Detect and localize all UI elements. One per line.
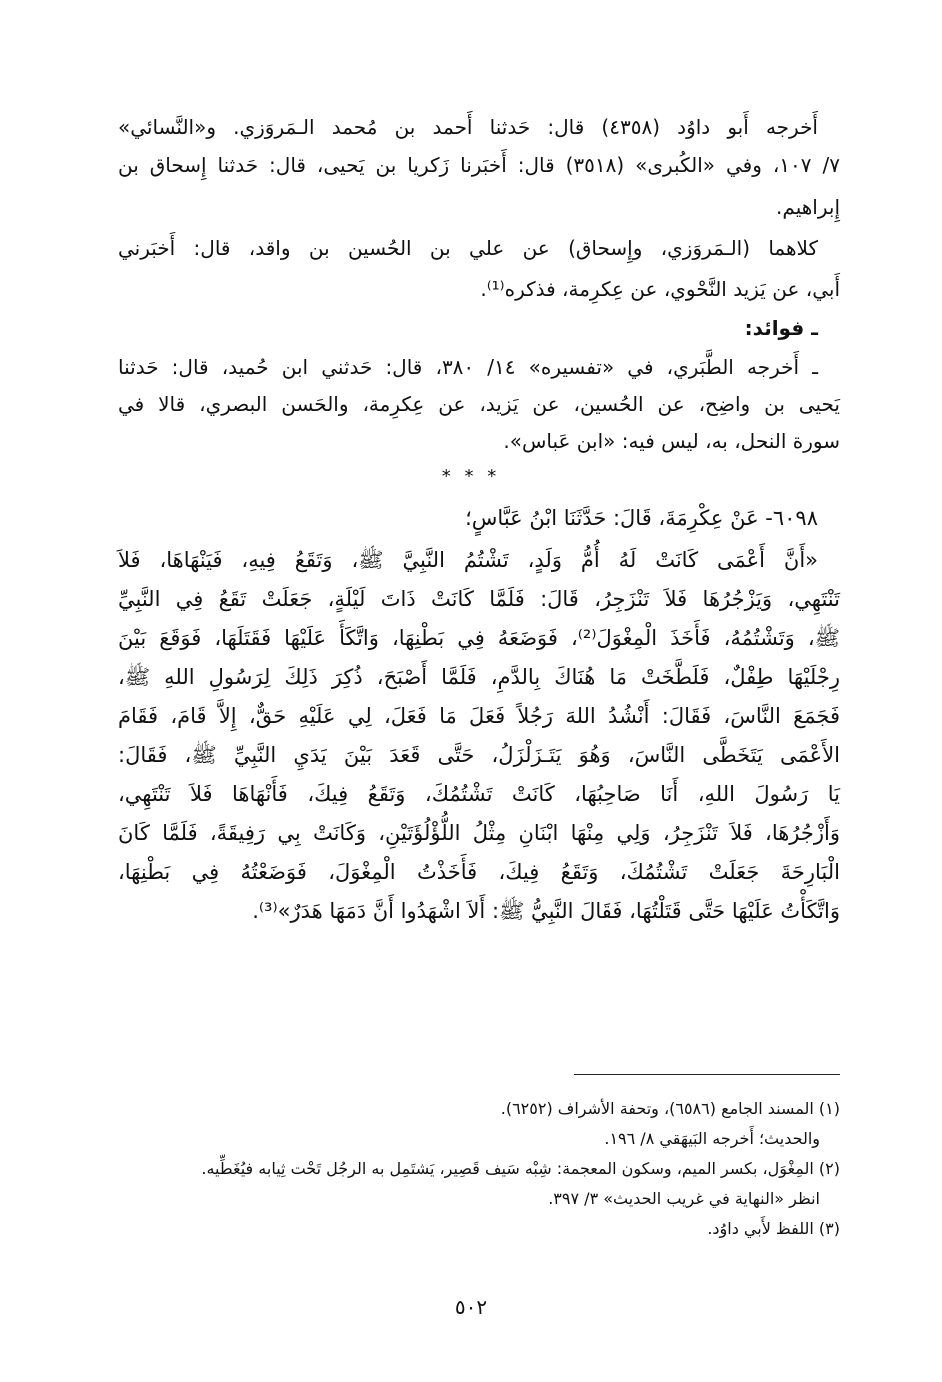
hadith-line: الْبَارِحَةَ جَعَلَتْ تَشْتُمُكَ، وَتَقَعُ فِيكَ، فَأَخَذْتُ الْمِغْوَلَ، فَوَضَعْتُهُ فِي بَطْنِهَا، (118, 860, 840, 884)
footnote: (٣) اللفظ لأَبي داوُد. (707, 1219, 840, 1238)
hadith-line: وَأَزْجُرُهَا، فَلاَ تَنْزَجِرُ، وَلِي مِنْهَا ابْنَانِ مِثْلُ اللُّؤْلُؤَتَيْنِ، وَكَانَتْ بِي رَفِيقَةً، فَلَمَّا كَانَ (118, 821, 840, 845)
text-line: يَحيى بن واضِح، عن الحُسين، عن يَزيد، عن عِكرِمة، والحَسن البصري، قالا في (118, 392, 840, 416)
text-line: كلاهما (الـمَروَزي، وإِسحاق) عن علي بن الحُسين بن واقد، قال: أَخبَرني (118, 236, 818, 260)
footnote-separator (574, 1074, 840, 1075)
hadith-line: ﷺ، وَتَشْتُمُهُ، فَأَخَذَ الْمِغْوَلَ⁽²⁾، فَوَضَعَهُ فِي بَطْنِهَا، وَاتَّكَأَ عَلَيْهَا فَقَتَلَهَا، فَوَقَعَ بَيْنَ (118, 626, 840, 650)
hadith-line: الأَعْمَى يَتَخَطَّى النَّاسَ، وَهُوَ يَتَـزَلْزَلُ، حَتَّى قَعَدَ بَيْنَ يَدَيِ النَّبِيِّ ﷺ، فَقَالَ: (118, 743, 840, 767)
hadith-line: رِجْلَيْهَا طِفْلٌ، فَلَطَّخَتْ مَا هُنَاكَ بِالدَّمِ، فَلَمَّا أَصْبَحَ، ذُكِرَ ذَلِكَ لِرَسُولِ اللهِ ﷺ، (118, 665, 840, 689)
footnote: والحديث؛ أَخرجه البَيهَقي ٨/ ١٩٦. (604, 1129, 820, 1148)
hadith-line: «أَنَّ أَعْمَى كَانَتْ لَهُ أُمُّ وَلَدٍ، تَشْتُمُ النَّبِيَّ ﷺ، وَتَقَعُ فِيهِ، فَيَنْهَاهَا، فَلاَ (118, 548, 818, 572)
footnote: (٢) المِغْوَل، بكسر الميم، وسكون المعجمة: شِبْه سَيف قَصِير، يَشتَمِل به الرجُل تَحْت ثِيابه فيُغَطِّيه. (201, 1159, 840, 1178)
hadith-header: ٦٠٩٨- عَنْ عِكْرِمَةَ، قَالَ: حَدَّثَنَا ابْنُ عَبَّاسٍ؛ (465, 506, 818, 530)
page-number: ٥٠٢ (454, 1295, 488, 1319)
section-heading: ـ فوائد: (744, 316, 818, 340)
text-line: سورة النحل، به، ليس فيه: «ابن عَباس». (503, 429, 840, 453)
hadith-line: يَا رَسُولَ اللهِ، أَنَا صَاحِبُهَا، كَانَتْ تَشْتُمُكَ، وَتَقَعُ فِيكَ، فَأَنْهَاهَا فَلاَ تَنْتَهِي، (118, 782, 840, 806)
text-line: أَخرجه أَبو داوُد (٤٣٥٨) قال: حَدثنا أَحمد بن مُحمد الـمَروَزي. و«النَّسائي» (118, 115, 818, 139)
footnote: انظر «النهاية في غريب الحديث» ٣/ ٣٩٧. (548, 1189, 820, 1208)
footnote: (١) المسند الجامع (٦٥٨٦)، وتحفة الأشراف (٦٢٥٢). (500, 1099, 840, 1118)
section-divider: * * * (441, 466, 501, 487)
text-line: ٧/ ١٠٧، وفي «الكُبرى» (٣٥١٨) قال: أَخبَرنا زَكريا بن يَحيى، قال: حَدثنا إِسحاق بن (118, 153, 840, 177)
hadith-line: فَجَمَعَ النَّاسَ، فَقَالَ: أَنْشُدُ اللهَ رَجُلاً فَعَلَ مَا فَعَلَ، لِي عَلَيْهِ حَقٌّ، إِلاَّ قَامَ، فَقَامَ (118, 704, 840, 728)
hadith-line: تَنْتَهِي، وَيَزْجُرُهَا فَلاَ تَنْزَجِرُ، قَالَ: فَلَمَّا كَانَتْ ذَاتَ لَيْلَةٍ، جَعَلَتْ تَقَعُ فِي النَّبِيِّ (118, 587, 840, 611)
text-line: أَبي، عن يَزيد النَّحْوي، عن عِكرِمة، فذكره⁽¹⁾. (480, 277, 840, 301)
hadith-line: وَاتَّكَأْتُ عَلَيْهَا حَتَّى قَتَلْتُهَا، فَقَالَ النَّبِيُّ ﷺ: أَلاَ اشْهَدُوا أَنَّ دَمَهَا هَدَرٌ»⁽³⁾. (252, 899, 840, 923)
text-line: ـ أَخرجه الطَّبَري، في «تفسيره» ١٤/ ٣٨٠، قال: حَدثني ابن حُميد، قال: حَدثنا (118, 355, 818, 379)
text-line: إِبراهيم. (776, 195, 840, 219)
